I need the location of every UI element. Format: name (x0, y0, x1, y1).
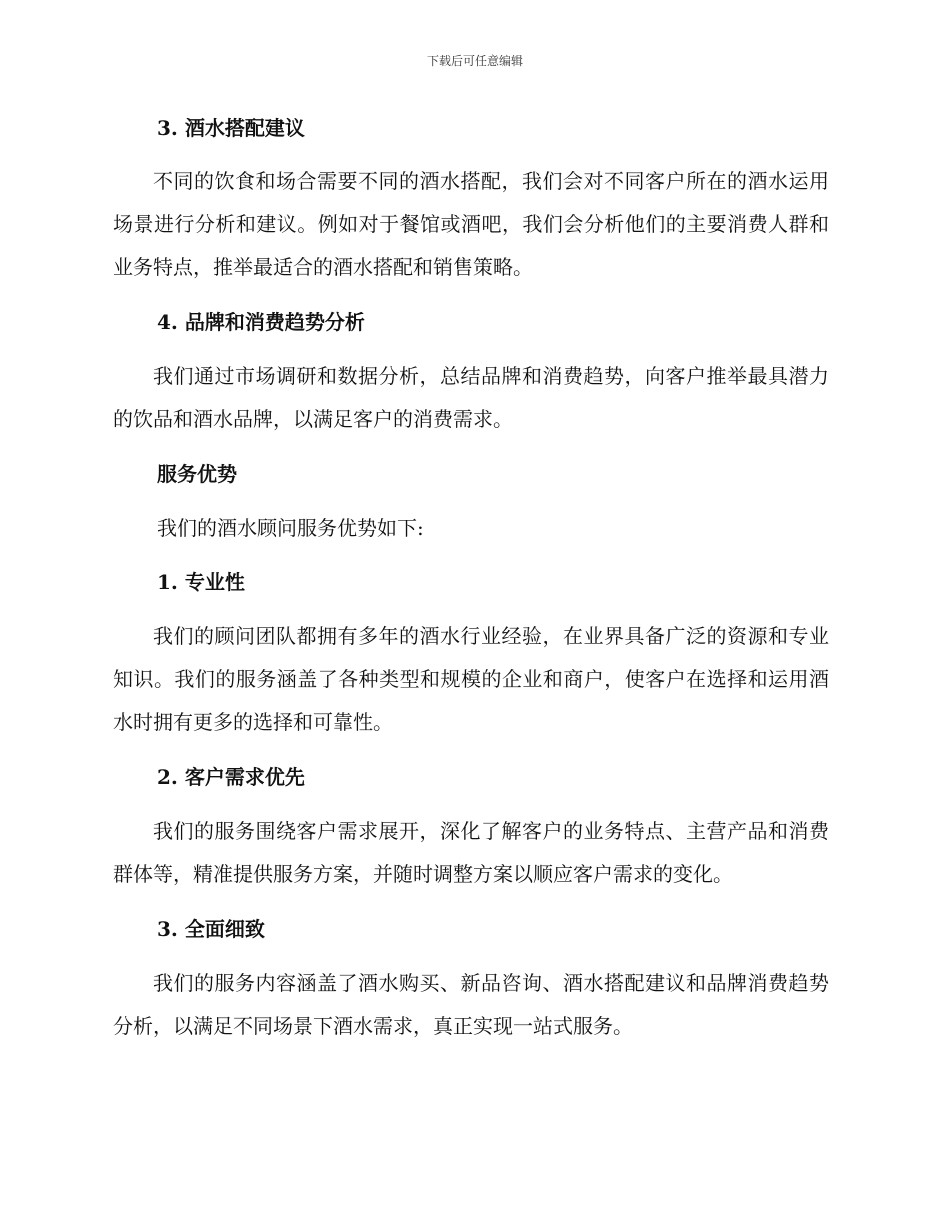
section-heading-professional: 1. 专业性 (157, 570, 245, 594)
section-heading-customer-first: 2. 客户需求优先 (157, 765, 305, 789)
page-header: 下载后可任意编辑 (426, 54, 523, 68)
section-heading-advantage: 服务优势 (157, 462, 237, 486)
section-heading-trend: 4. 品牌和消费趋势分析 (157, 310, 365, 334)
paragraph-comprehensive: 我们的服务内容涵盖了酒水购买、新品咨询、酒水搭配建议和品牌消费趋势分析，以满足不同场景下酒水需求，真正实现一站式服务。 (113, 971, 829, 1038)
section-heading-pairing: 3. 酒水搭配建议 (157, 116, 305, 140)
paragraph-advantage-intro: 我们的酒水顾问服务优势如下: (157, 516, 424, 540)
paragraph-trend: 我们通过市场调研和数据分析，总结品牌和消费趋势，向客户推举最具潜力的饮品和酒水品牌，以满足客户的消费需求。 (113, 364, 829, 431)
paragraph-pairing: 不同的饮食和场合需要不同的酒水搭配，我们会对不同客户所在的酒水运用场景进行分析和建议。例如对于餐馆或酒吧，我们会分析他们的主要消费人群和业务特点，推举最适合的酒水搭配和销售策略。 (113, 169, 829, 279)
paragraph-customer-first: 我们的服务围绕客户需求展开，深化了解客户的业务特点、主营产品和消费群体等，精准提供服务方案，并随时调整方案以顺应客户需求的变化。 (113, 819, 829, 886)
section-heading-comprehensive: 3. 全面细致 (157, 917, 265, 941)
paragraph-professional: 我们的顾问团队都拥有多年的酒水行业经验，在业界具备广泛的资源和专业知识。我们的服务涵盖了各种类型和规模的企业和商户，使客户在选择和运用酒水时拥有更多的选择和可靠性。 (113, 624, 829, 734)
